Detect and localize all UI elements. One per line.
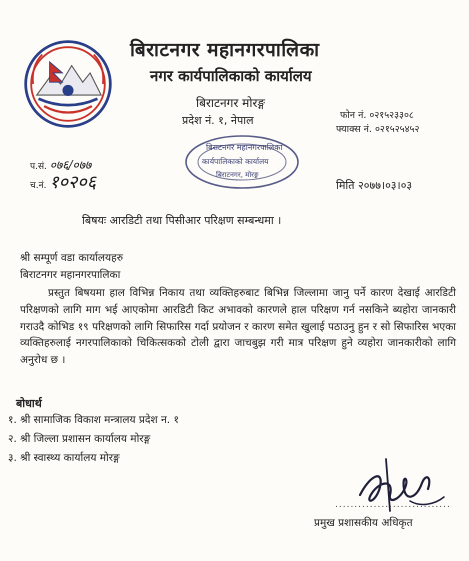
office-name: नगर कार्यपालिकाको कार्यालय (150, 67, 312, 85)
ps-value: ०७६/०७७ (49, 158, 92, 172)
stamp-text-outer: बिराटनगर महानगरपालिका (206, 143, 283, 152)
signer-title: प्रमुख प्रशासकीय अधिकृत (314, 517, 413, 529)
nepal-government-emblem-icon (22, 38, 114, 130)
stamp-text-inner: कार्यपालिकाको कार्यालय (202, 157, 269, 166)
addressee-line-1: श्री सम्पूर्ण वडा कार्यालयहरु (20, 252, 124, 264)
cc-item-2: २. श्री जिल्ला प्रशासन कार्यालय मोरङ्ग (8, 433, 151, 445)
office-stamp-icon (172, 130, 320, 192)
city-line: बिराटनगर मोरङ्ग (196, 96, 265, 110)
phone-number: फोन नं. ०२१५२३३०८ (340, 110, 414, 121)
letter-date: मिति २०७७।०३।०३ (336, 179, 413, 192)
cc-heading: बोधार्थ (16, 397, 42, 410)
org-name: बिराटनगर महानगरपालिका (130, 39, 320, 61)
letter-body: प्रस्तुत बिषयमा हाल विभिन्न निकाय तथा व्यक्तिहरुबाट बिभिन्न जिल्लामा जानु पर्ने कारण देखाई आरडिटी परिक्षणको लागि माग भई आएकोमा आरडिटी किट अभावको कारणले हाल परिक्षण गर्न नसकिने ब्यहोरा जानकारी गराउदै कोभिड १९ परिक्षणको लागि सिफारिस गर्दा प्रयोजन र कारण समेत खुलाई पठाउनु हुन र सो सिफारिस भएका व्यक्तिहरुलाई नगरपालिकाको चिकित्सकको टोली द्वारा जाचबुझ गरी मात्र परिक्षण हुने व्यहोरा जानकारीको लागि अनुरोध छ । (20, 287, 456, 367)
fax-number: फ्याक्स नं. ०२१५२५४५२ (336, 124, 420, 135)
signature-line: .............................. (335, 500, 451, 510)
letter-subject: बिषयः आरडिटी तथा पिसीआर परिक्षण सम्बन्धमा । (82, 214, 282, 227)
cc-item-1: १. श्री सामाजिक विकाश मन्त्रालय प्रदेश न. १ (8, 414, 179, 426)
ps-label: प.सं. (30, 162, 47, 172)
reference-cn (30, 170, 96, 194)
cc-item-3: ३. श्री स्वास्थ्य कार्यालय मोरङ्ग (8, 452, 120, 464)
stamp-text-bottom: बिराटनगर, मोरङ्ग (216, 171, 259, 179)
addressee-line-2: बिराटनगर महानगरपालिका (20, 269, 121, 281)
province-line: प्रदेश नं. १, नेपाल (182, 114, 254, 127)
cn-value: १०२०६ (49, 172, 97, 193)
cn-label: च.नं. (30, 181, 47, 191)
